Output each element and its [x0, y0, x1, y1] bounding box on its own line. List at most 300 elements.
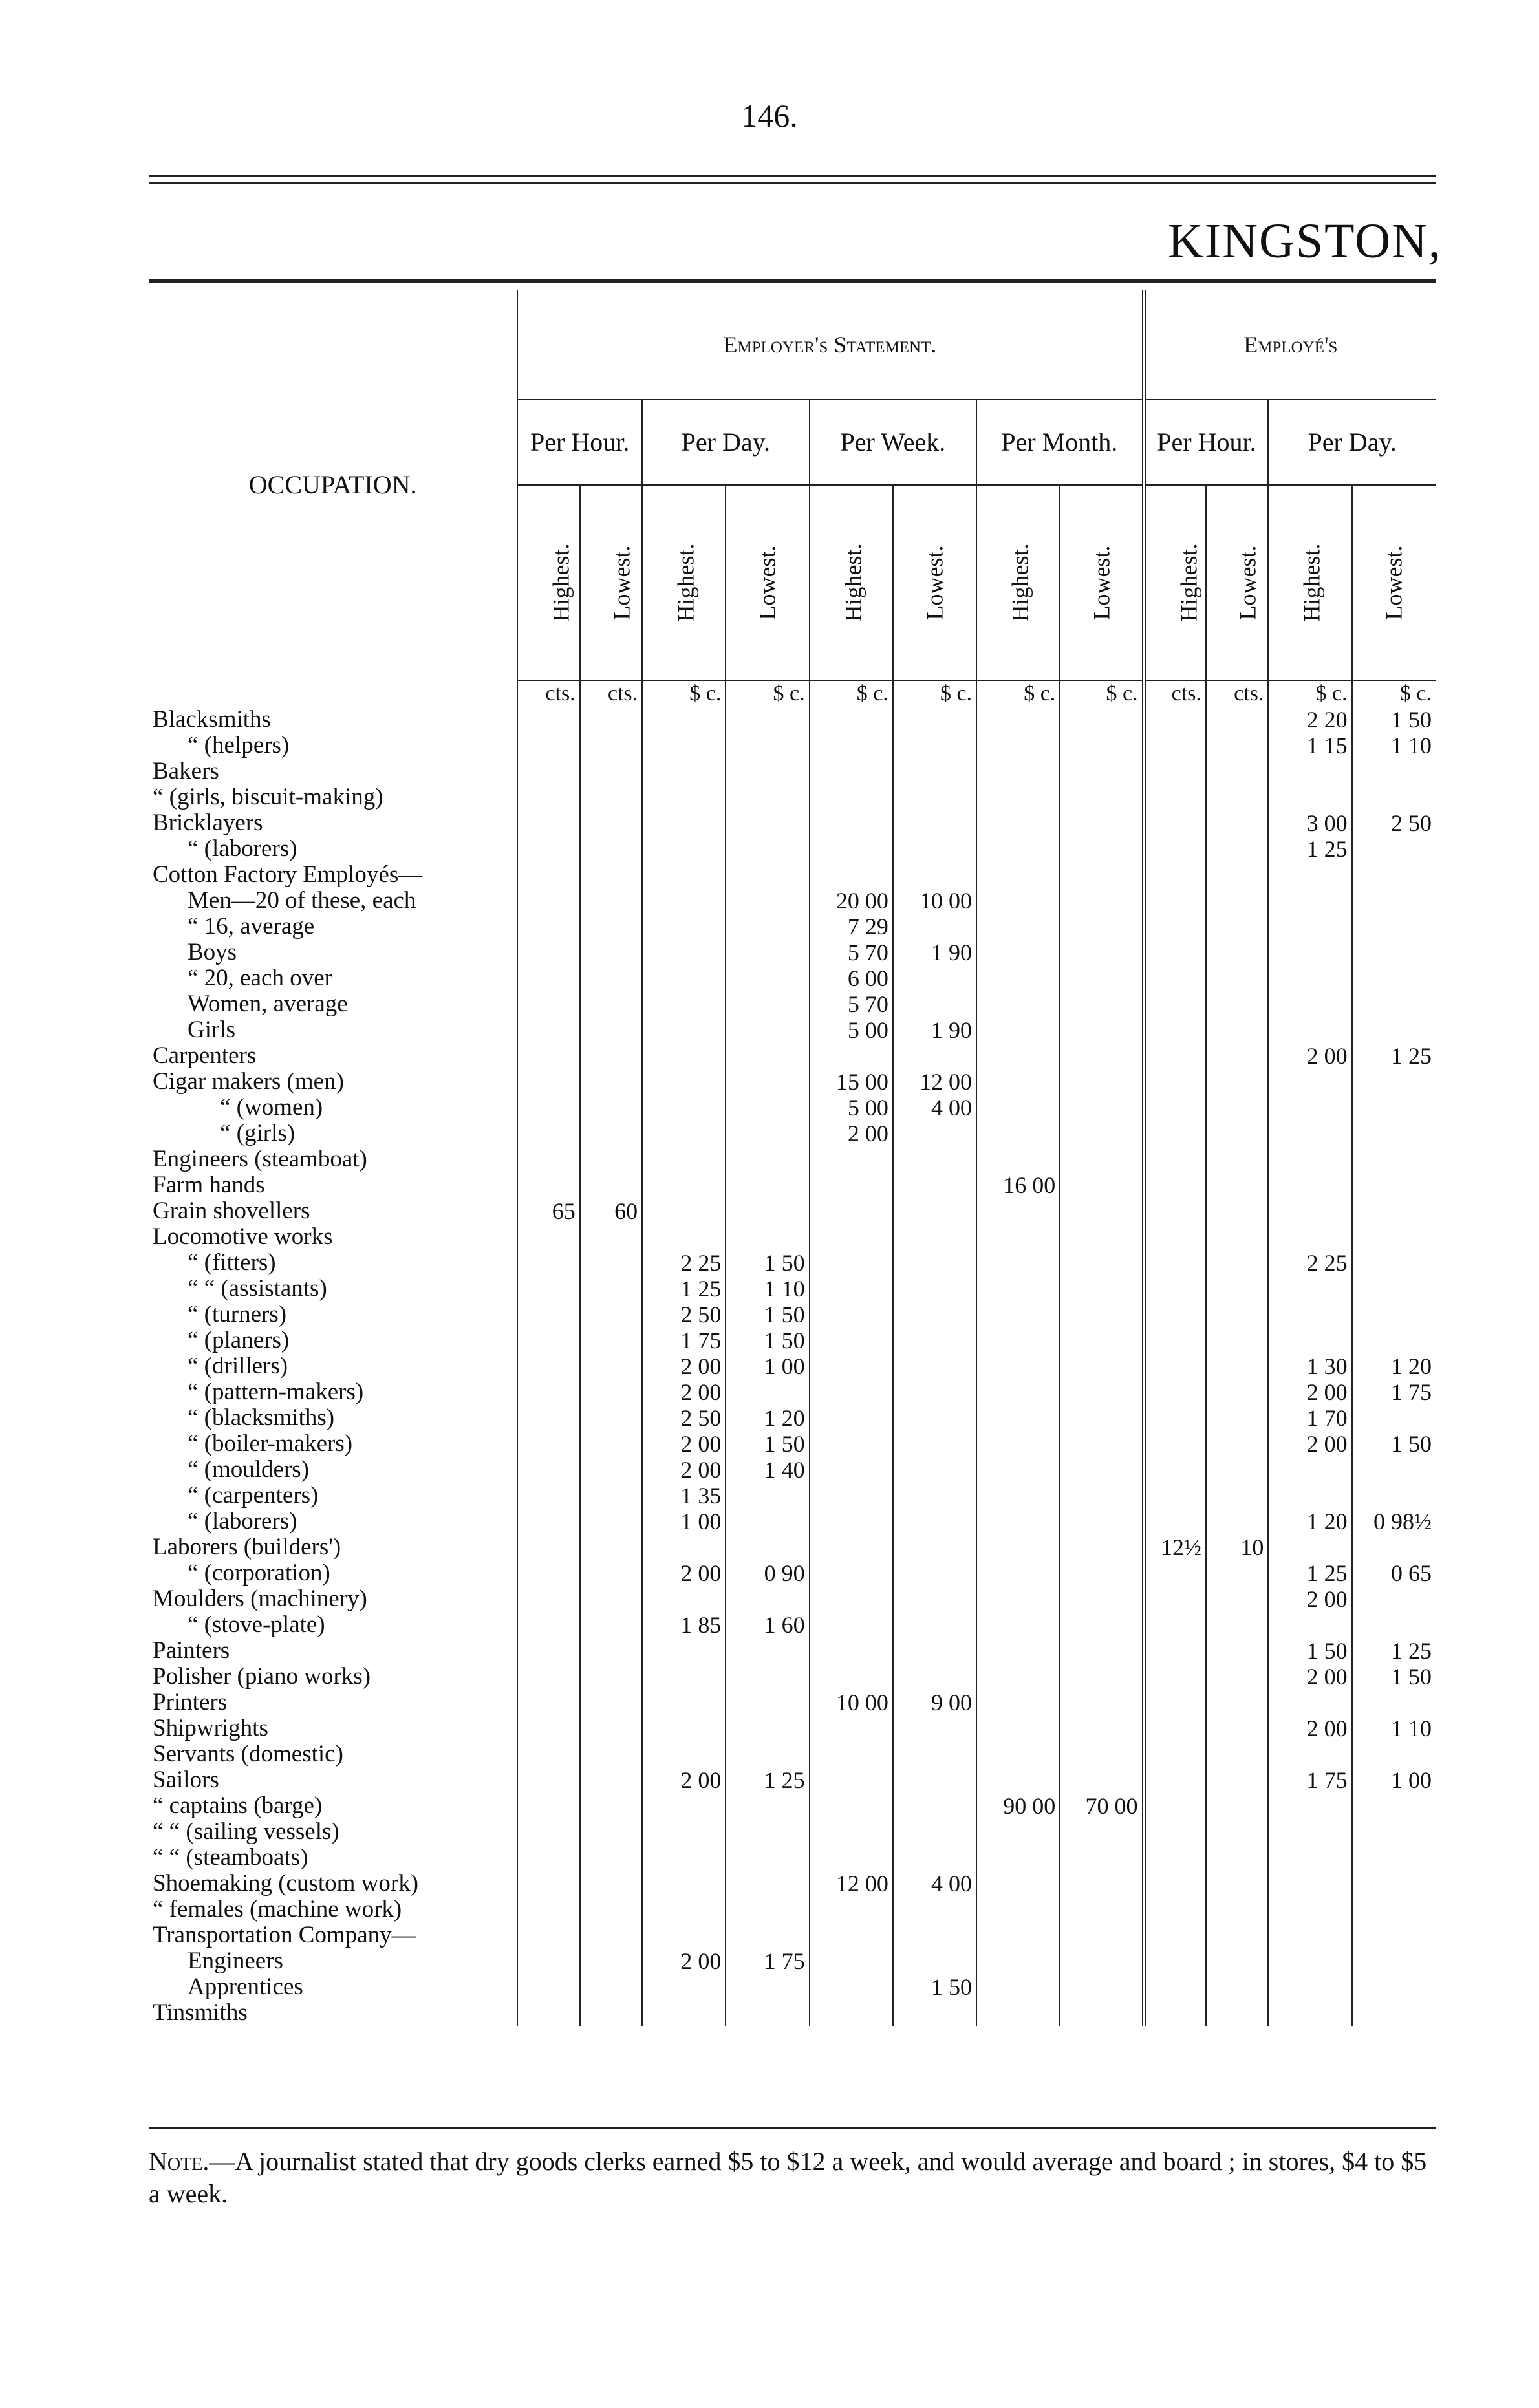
col-header-label: Lowest.: [754, 545, 780, 619]
wage-cell: [1144, 1612, 1206, 1638]
wage-cell: 1 20: [726, 1405, 809, 1431]
wage-cell: [642, 810, 726, 836]
table-row: [149, 2000, 1436, 2026]
wage-cell: [893, 810, 976, 836]
unit-label: cts.: [1144, 680, 1206, 707]
wage-cell: [810, 2000, 893, 2026]
wage-cell: [1144, 1664, 1206, 1690]
wage-cell: [580, 1302, 642, 1328]
occupation-cell: “ (blacksmiths): [188, 1405, 335, 1431]
wage-cell: [810, 784, 893, 810]
wage-cell: [893, 1457, 976, 1483]
wage-cell: [642, 1069, 726, 1095]
wage-cell: [1268, 1819, 1351, 1845]
wage-cell: [1206, 1612, 1268, 1638]
wage-cell: 1 50: [726, 1431, 809, 1457]
wage-cell: [517, 1767, 579, 1793]
wage-cell: [1352, 862, 1436, 888]
wage-cell: [1060, 1198, 1143, 1224]
table-row: [149, 1302, 1436, 1328]
wage-cell: [893, 1146, 976, 1172]
wage-cell: [517, 1043, 579, 1069]
wage-cell: [1144, 1095, 1206, 1121]
wage-cell: [1060, 991, 1143, 1017]
wage-cell: [1352, 2000, 1436, 2026]
wage-cell: [726, 862, 809, 888]
wage-cell: [976, 1638, 1060, 1664]
wage-cell: [893, 1534, 976, 1560]
wage-cell: [642, 888, 726, 914]
wage-cell: [726, 1690, 809, 1715]
wage-cell: [1206, 733, 1268, 758]
employes-statement-header: Employé's: [1144, 290, 1436, 400]
wage-cell: [893, 1715, 976, 1741]
wage-cell: [1206, 1017, 1268, 1043]
wage-cell: 5 70: [810, 940, 893, 965]
wage-cell: [893, 1198, 976, 1224]
wage-cell: [893, 1586, 976, 1612]
wage-cell: 1 25: [726, 1767, 809, 1793]
wage-cell: [580, 1586, 642, 1612]
wage-cell: [976, 1690, 1060, 1715]
wage-cell: [580, 1819, 642, 1845]
wage-cell: [1268, 1741, 1351, 1767]
wage-cell: [726, 1146, 809, 1172]
wage-cell: 15 00: [810, 1069, 893, 1095]
wage-cell: 1 10: [1352, 1715, 1436, 1741]
wage-cell: [893, 1224, 976, 1250]
table-row: [149, 1871, 1436, 1897]
wage-cell: [1144, 810, 1206, 836]
wage-cell: [1268, 758, 1351, 784]
wage-cell: [517, 1017, 579, 1043]
wage-cell: [1060, 862, 1143, 888]
wage-cell: [976, 2000, 1060, 2026]
wage-cell: [1206, 1560, 1268, 1586]
wage-cell: [1144, 1560, 1206, 1586]
wage-cell: 0 98½: [1352, 1509, 1436, 1534]
wage-cell: [1060, 914, 1143, 940]
wage-cell: [1206, 1509, 1268, 1534]
wage-cell: [642, 1534, 726, 1560]
wage-cell: [1060, 1897, 1143, 1922]
wage-cell: 1 40: [726, 1457, 809, 1483]
wage-cell: [810, 1198, 893, 1224]
wage-cell: [726, 1871, 809, 1897]
wage-cell: [976, 1741, 1060, 1767]
per-week-header: Per Week.: [810, 400, 976, 485]
wage-cell: [810, 1302, 893, 1328]
wage-cell: [1060, 1017, 1143, 1043]
wage-cell: [976, 1017, 1060, 1043]
wage-cell: [642, 836, 726, 862]
wage-cell: 1 15: [1268, 733, 1351, 758]
wage-cell: [1060, 1146, 1143, 1172]
wage-cell: [1144, 733, 1206, 758]
wage-cell: 2 25: [1268, 1250, 1351, 1276]
wage-cell: [1268, 1172, 1351, 1198]
occupation-cell: Polisher (piano works): [153, 1664, 371, 1690]
wage-cell: [976, 810, 1060, 836]
wage-cell: 1 00: [1352, 1767, 1436, 1793]
wage-cell: [810, 1043, 893, 1069]
unit-label: $ c.: [726, 680, 809, 707]
wage-cell: 1 75: [1268, 1767, 1351, 1793]
col-header-label: Highest.: [673, 543, 699, 621]
wage-cell: [893, 1405, 976, 1431]
wage-cell: 5 70: [810, 991, 893, 1017]
wage-cell: [580, 1534, 642, 1560]
table-row: [149, 758, 1436, 784]
wage-cell: 1 70: [1268, 1405, 1351, 1431]
wage-cell: [726, 1974, 809, 2000]
wage-cell: [517, 940, 579, 965]
wage-cell: [976, 888, 1060, 914]
wage-cell: [1144, 914, 1206, 940]
wage-cell: [810, 1793, 893, 1819]
wage-cell: [1206, 991, 1268, 1017]
wage-cell: [1060, 1405, 1143, 1431]
wage-cell: [580, 1069, 642, 1095]
wage-cell: [726, 1069, 809, 1095]
wage-cell: [580, 1715, 642, 1741]
wage-cell: [1206, 1405, 1268, 1431]
wage-cell: [810, 1612, 893, 1638]
wage-cell: [580, 2000, 642, 2026]
occupation-cell: “ (stove-plate): [188, 1612, 325, 1638]
wage-cell: [1352, 1586, 1436, 1612]
wage-cell: [1352, 1793, 1436, 1819]
occupation-cell: Cigar makers (men): [153, 1069, 344, 1095]
wage-cell: [726, 1483, 809, 1509]
unit-label: $ c.: [893, 680, 976, 707]
wage-cell: [1268, 862, 1351, 888]
wage-cell: [580, 707, 642, 733]
wage-cell: [893, 862, 976, 888]
wage-cell: [580, 1431, 642, 1457]
occupation-cell: Engineers (steamboat): [153, 1146, 367, 1172]
wage-cell: 1 20: [1268, 1509, 1351, 1534]
wage-cell: [976, 862, 1060, 888]
wage-cell: [1144, 1379, 1206, 1405]
wage-cell: [1268, 1897, 1351, 1922]
wage-cell: [976, 1431, 1060, 1457]
wage-cell: [1060, 1612, 1143, 1638]
wage-cell: [1352, 940, 1436, 965]
wages-table: [149, 290, 1436, 2026]
wage-cell: [517, 707, 579, 733]
wage-cell: [1144, 965, 1206, 991]
footnote: [149, 2145, 1436, 2210]
wage-cell: [976, 1043, 1060, 1069]
wage-cell: [517, 1534, 579, 1560]
wage-cell: [642, 1715, 726, 1741]
wage-cell: [726, 733, 809, 758]
wage-cell: [1352, 1845, 1436, 1871]
table-row: [149, 1146, 1436, 1172]
occupation-cell: Transportation Company—: [153, 1922, 416, 1948]
wage-cell: [580, 1974, 642, 2000]
occupation-cell: Women, average: [188, 991, 348, 1017]
wage-cell: [642, 1664, 726, 1690]
wage-cell: [1352, 1974, 1436, 2000]
wage-cell: [580, 1095, 642, 1121]
wage-cell: [580, 914, 642, 940]
wage-cell: [1144, 1845, 1206, 1871]
wage-cell: [726, 1715, 809, 1741]
wage-cell: [642, 758, 726, 784]
table-row: [149, 707, 1436, 733]
occupation-cell: Boys: [188, 940, 237, 965]
wage-cell: [1268, 1017, 1351, 1043]
wage-cell: [1060, 1715, 1143, 1741]
wage-cell: [1144, 991, 1206, 1017]
wage-cell: [1352, 1897, 1436, 1922]
wage-cell: [517, 1457, 579, 1483]
wage-cell: [580, 991, 642, 1017]
wage-cell: [642, 1638, 726, 1664]
wage-cell: [1268, 1871, 1351, 1897]
footnote-label: Note.: [149, 2147, 210, 2176]
wage-cell: 1 85: [642, 1612, 726, 1638]
wage-cell: [580, 1250, 642, 1276]
wage-cell: [893, 1353, 976, 1379]
wage-cell: [726, 914, 809, 940]
wage-cell: 2 00: [642, 1457, 726, 1483]
wage-cell: [1268, 888, 1351, 914]
wage-cell: [1206, 1715, 1268, 1741]
city-heading: KINGSTON,: [1167, 214, 1442, 268]
table-row: [149, 1948, 1436, 1974]
table-row: [149, 1043, 1436, 1069]
wage-cell: [976, 914, 1060, 940]
wage-cell: [1060, 810, 1143, 836]
table-row: [149, 1483, 1436, 1509]
occupation-cell: “ females (machine work): [153, 1897, 402, 1922]
wage-cell: [1352, 1457, 1436, 1483]
wage-cell: [1060, 1638, 1143, 1664]
wage-cell: [580, 1767, 642, 1793]
wage-cell: [726, 1198, 809, 1224]
wage-cell: [642, 1974, 726, 2000]
wage-cell: [642, 940, 726, 965]
wage-cell: [580, 1043, 642, 1069]
wage-cell: [580, 1638, 642, 1664]
wage-cell: [976, 1302, 1060, 1328]
wage-cell: [976, 1948, 1060, 1974]
wage-cell: [1206, 1948, 1268, 1974]
wage-cell: [580, 1353, 642, 1379]
wage-cell: [1144, 784, 1206, 810]
wage-cell: [517, 1664, 579, 1690]
wage-cell: [1268, 1845, 1351, 1871]
wage-cell: [1060, 1121, 1143, 1146]
wage-cell: [580, 758, 642, 784]
wage-cell: [893, 1043, 976, 1069]
occupation-cell: “ (laborers): [188, 836, 297, 862]
wage-cell: [1268, 1974, 1351, 2000]
wage-cell: [976, 1328, 1060, 1353]
wage-cell: [1206, 940, 1268, 965]
wage-cell: [1352, 1172, 1436, 1198]
wage-cell: 1 50: [1352, 1431, 1436, 1457]
wage-cell: [517, 1121, 579, 1146]
occupation-cell: “ (drillers): [188, 1353, 288, 1379]
wage-cell: [1268, 1457, 1351, 1483]
wage-cell: [1206, 1457, 1268, 1483]
table-row: [149, 1405, 1436, 1431]
wage-cell: [1268, 940, 1351, 965]
wage-cell: [517, 1741, 579, 1767]
wage-cell: 2 00: [642, 1560, 726, 1586]
wage-cell: [1144, 1198, 1206, 1224]
wage-cell: [893, 914, 976, 940]
wage-cell: [517, 836, 579, 862]
wage-cell: [810, 733, 893, 758]
wage-cell: [1144, 1069, 1206, 1095]
wage-cell: [1060, 1974, 1143, 2000]
occupation-cell: Locomotive works: [153, 1224, 333, 1250]
wage-cell: [642, 965, 726, 991]
wage-cell: [726, 940, 809, 965]
wage-cell: [810, 1638, 893, 1664]
wage-cell: [580, 1793, 642, 1819]
wage-cell: 12½: [1144, 1534, 1206, 1560]
wage-cell: [893, 1509, 976, 1534]
wage-cell: 16 00: [976, 1172, 1060, 1198]
wage-cell: [517, 914, 579, 940]
wage-cell: [1352, 758, 1436, 784]
wage-cell: [1352, 1948, 1436, 1974]
col-header-label: Lowest.: [608, 545, 635, 619]
table-row: [149, 991, 1436, 1017]
wage-cell: [1352, 888, 1436, 914]
wage-cell: [810, 1819, 893, 1845]
occupation-cell: “ 20, each over: [188, 965, 332, 991]
wage-cell: [517, 888, 579, 914]
wage-cell: [517, 1845, 579, 1871]
wage-cell: [1206, 810, 1268, 836]
wage-cell: [517, 1974, 579, 2000]
wage-cell: [976, 1121, 1060, 1146]
occupation-cell: Apprentices: [188, 1974, 303, 2000]
occupation-cell: Sailors: [153, 1767, 219, 1793]
wage-cell: [976, 1922, 1060, 1948]
wage-cell: [1206, 1638, 1268, 1664]
wage-cell: [1206, 1353, 1268, 1379]
wage-cell: [580, 1146, 642, 1172]
wage-cell: [1268, 1069, 1351, 1095]
occupation-cell: Carpenters: [153, 1043, 257, 1069]
wage-cell: [1060, 1586, 1143, 1612]
wage-cell: [1144, 1871, 1206, 1897]
unit-label: $ c.: [1060, 680, 1143, 707]
table-row: [149, 1715, 1436, 1741]
wage-cell: [726, 965, 809, 991]
wage-cell: [1060, 1224, 1143, 1250]
table-row: [149, 1897, 1436, 1922]
wage-cell: 1 60: [726, 1612, 809, 1638]
wage-cell: [976, 1198, 1060, 1224]
wage-cell: [1206, 914, 1268, 940]
wage-cell: [580, 1664, 642, 1690]
wage-cell: [1060, 1534, 1143, 1560]
wage-cell: [517, 1405, 579, 1431]
page-number: 146.: [741, 98, 798, 134]
wage-cell: [1206, 758, 1268, 784]
table-row: [149, 1690, 1436, 1715]
wage-cell: [517, 1638, 579, 1664]
highest-col-header: [976, 485, 1060, 680]
wage-cell: [1352, 1405, 1436, 1431]
wage-cell: [810, 1328, 893, 1353]
wage-cell: [1144, 1146, 1206, 1172]
wage-cell: [726, 1793, 809, 1819]
wage-cell: [642, 1224, 726, 1250]
wage-cell: [1144, 1897, 1206, 1922]
wage-cell: [642, 1690, 726, 1715]
wage-cell: [893, 1328, 976, 1353]
wage-cell: [976, 1276, 1060, 1302]
wage-cell: 1 50: [1352, 1664, 1436, 1690]
wage-cell: [1060, 1172, 1143, 1198]
table-row: [149, 810, 1436, 836]
wage-cell: [1060, 1483, 1143, 1509]
wage-cell: [810, 836, 893, 862]
wage-cell: [517, 1715, 579, 1741]
occupation-cell: “ “ (steamboats): [153, 1845, 308, 1871]
wage-cell: [810, 1457, 893, 1483]
wage-cell: [1060, 1276, 1143, 1302]
wage-cell: [1144, 2000, 1206, 2026]
wage-cell: [580, 1741, 642, 1767]
wage-cell: [1206, 1250, 1268, 1276]
wage-cell: 6 00: [810, 965, 893, 991]
lowest-col-header: [893, 485, 976, 680]
wage-cell: [1268, 1198, 1351, 1224]
wage-cell: [642, 2000, 726, 2026]
occupation-cell: “ (fitters): [188, 1250, 276, 1276]
wage-cell: [726, 810, 809, 836]
wage-cell: [976, 1560, 1060, 1586]
wage-cell: 1 25: [1268, 1560, 1351, 1586]
wage-cell: [580, 1457, 642, 1483]
wage-cell: 2 00: [1268, 1664, 1351, 1690]
wage-cell: [810, 758, 893, 784]
wage-cell: [726, 1741, 809, 1767]
wage-cell: [976, 1405, 1060, 1431]
wage-cell: [517, 733, 579, 758]
wage-cell: [642, 1172, 726, 1198]
lowest-col-header: [580, 485, 642, 680]
wage-cell: [976, 1224, 1060, 1250]
wage-cell: [726, 1121, 809, 1146]
wage-cell: [976, 940, 1060, 965]
wage-cell: [1144, 1353, 1206, 1379]
wage-cell: 2 00: [810, 1121, 893, 1146]
lowest-col-header: [726, 485, 809, 680]
wage-cell: 10 00: [893, 888, 976, 914]
wage-cell: [976, 1457, 1060, 1483]
wage-cell: [580, 836, 642, 862]
wage-cell: [976, 707, 1060, 733]
wage-cell: [810, 1534, 893, 1560]
occupation-cell: “ (turners): [188, 1302, 287, 1328]
wage-cell: [1144, 1974, 1206, 2000]
wage-cell: [893, 991, 976, 1017]
wage-cell: [893, 733, 976, 758]
wage-cell: [517, 758, 579, 784]
